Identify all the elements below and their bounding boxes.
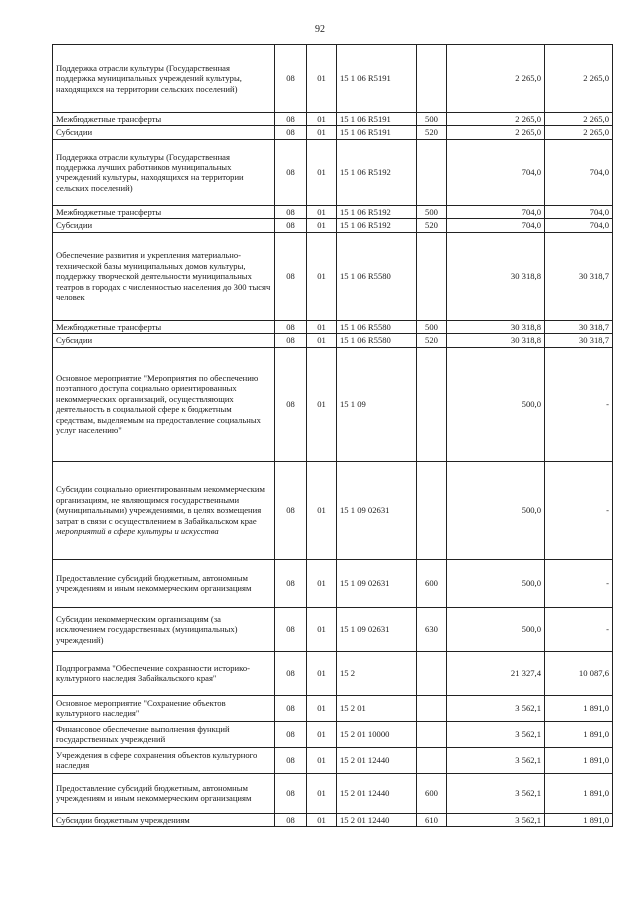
table-row — [53, 320, 613, 333]
amount-2: 1 891,0 — [545, 813, 613, 826]
table-row — [53, 695, 613, 721]
row-name: Поддержка отрасли культуры (Государственная поддержка муниципальных учреждений культуры, находящихся на территории сельских поселений) — [53, 45, 275, 113]
table-row — [53, 607, 613, 651]
amount-1: 2 265,0 — [447, 126, 545, 139]
amount-1: 500,0 — [447, 607, 545, 651]
subsection-code: 01 — [307, 461, 337, 559]
section-code: 08 — [275, 695, 307, 721]
subsection-code: 01 — [307, 232, 337, 320]
amount-1: 30 318,8 — [447, 320, 545, 333]
amount-1: 30 318,8 — [447, 334, 545, 347]
expense-type: 630 — [417, 607, 447, 651]
amount-1: 500,0 — [447, 559, 545, 607]
section-code: 08 — [275, 126, 307, 139]
budget-table — [52, 44, 613, 827]
subsection-code: 01 — [307, 347, 337, 461]
row-name: Межбюджетные трансферты — [53, 320, 275, 333]
amount-2: 2 265,0 — [545, 113, 613, 126]
amount-1: 21 327,4 — [447, 651, 545, 695]
expense-type: 520 — [417, 334, 447, 347]
amount-2: 704,0 — [545, 139, 613, 205]
amount-2: 1 891,0 — [545, 695, 613, 721]
subsection-code: 01 — [307, 139, 337, 205]
section-code: 08 — [275, 347, 307, 461]
amount-2: - — [545, 559, 613, 607]
section-code: 08 — [275, 45, 307, 113]
section-code: 08 — [275, 205, 307, 218]
expense-type — [417, 232, 447, 320]
row-name: Учреждения в сфере сохранения объектов культурного наследия — [53, 747, 275, 773]
subsection-code: 01 — [307, 126, 337, 139]
target-code: 15 1 06 R5580 — [337, 320, 417, 333]
expense-type: 600 — [417, 773, 447, 813]
amount-2: 704,0 — [545, 219, 613, 232]
row-name: Субсидии — [53, 219, 275, 232]
row-name: Субсидии бюджетным учреждениям — [53, 813, 275, 826]
subsection-code: 01 — [307, 113, 337, 126]
subsection-code: 01 — [307, 45, 337, 113]
amount-1: 2 265,0 — [447, 45, 545, 113]
section-code: 08 — [275, 113, 307, 126]
table-row — [53, 139, 613, 205]
expense-type: 520 — [417, 126, 447, 139]
subsection-code: 01 — [307, 747, 337, 773]
amount-1: 3 562,1 — [447, 721, 545, 747]
row-name-italic: мероприятий в сфере культуры и искусства — [56, 526, 219, 537]
target-code: 15 1 06 R5192 — [337, 219, 417, 232]
row-name: Основное мероприятие "Мероприятия по обеспечению поэтапного доступа социально ориентированных некоммерческих организаций, осуществляющих деятельность в социальной сфере к бюджетным средствам, выделяемым на предоставление социальных услуг населению" — [53, 347, 275, 461]
amount-1: 30 318,8 — [447, 232, 545, 320]
section-code: 08 — [275, 461, 307, 559]
table-row — [53, 461, 613, 559]
amount-2: 1 891,0 — [545, 721, 613, 747]
amount-2: 30 318,7 — [545, 334, 613, 347]
amount-2: 1 891,0 — [545, 747, 613, 773]
amount-2: 704,0 — [545, 205, 613, 218]
amount-1: 3 562,1 — [447, 813, 545, 826]
expense-type: 610 — [417, 813, 447, 826]
table-row — [53, 651, 613, 695]
table-row — [53, 219, 613, 232]
table-row — [53, 813, 613, 826]
row-name: Субсидии некоммерческим организациям (за исключением государственных (муниципальных) учреждений) — [53, 607, 275, 651]
table-row — [53, 205, 613, 218]
table-row — [53, 773, 613, 813]
subsection-code: 01 — [307, 607, 337, 651]
section-code: 08 — [275, 651, 307, 695]
target-code: 15 1 09 02631 — [337, 559, 417, 607]
amount-1: 3 562,1 — [447, 773, 545, 813]
row-name: Подпрограмма "Обеспечение сохранности историко-культурного наследия Забайкальского края" — [53, 651, 275, 695]
amount-2: 2 265,0 — [545, 126, 613, 139]
target-code: 15 1 09 — [337, 347, 417, 461]
amount-1: 3 562,1 — [447, 747, 545, 773]
target-code: 15 2 01 — [337, 695, 417, 721]
subsection-code: 01 — [307, 721, 337, 747]
amount-2: 1 891,0 — [545, 773, 613, 813]
target-code: 15 1 09 02631 — [337, 461, 417, 559]
section-code: 08 — [275, 607, 307, 651]
amount-2: 30 318,7 — [545, 232, 613, 320]
subsection-code: 01 — [307, 205, 337, 218]
target-code: 15 1 06 R5580 — [337, 334, 417, 347]
table-row — [53, 721, 613, 747]
expense-type: 500 — [417, 113, 447, 126]
expense-type — [417, 347, 447, 461]
subsection-code: 01 — [307, 773, 337, 813]
amount-1: 2 265,0 — [447, 113, 545, 126]
row-name: Межбюджетные трансферты — [53, 205, 275, 218]
row-name: Поддержка отрасли культуры (Государственная поддержка лучших работников муниципальных учреждений культуры, находящихся на территории сельских поселений) — [53, 139, 275, 205]
expense-type: 600 — [417, 559, 447, 607]
target-code: 15 1 06 R5191 — [337, 126, 417, 139]
expense-type — [417, 461, 447, 559]
table-row — [53, 232, 613, 320]
section-code: 08 — [275, 320, 307, 333]
section-code: 08 — [275, 773, 307, 813]
expense-type — [417, 695, 447, 721]
subsection-code: 01 — [307, 320, 337, 333]
row-name-text: Субсидии социально ориентированным некоммерческим организациям, не являющимся государственными (муниципальными) учреждениями, в целях возмещения затрат в связи с осуществлением в Забайкальском крае — [56, 484, 265, 526]
table-row — [53, 334, 613, 347]
row-name: Межбюджетные трансферты — [53, 113, 275, 126]
table-row — [53, 45, 613, 113]
target-code: 15 2 01 12440 — [337, 773, 417, 813]
amount-1: 704,0 — [447, 139, 545, 205]
target-code: 15 2 01 10000 — [337, 721, 417, 747]
subsection-code: 01 — [307, 813, 337, 826]
amount-2: 2 265,0 — [545, 45, 613, 113]
row-name: Обеспечение развития и укрепления материально-технической базы муниципальных домов культуры, поддержку творческой деятельности муниципальных театров в городах с численностью населения до 300 тысяч человек — [53, 232, 275, 320]
amount-2: - — [545, 347, 613, 461]
expense-type — [417, 45, 447, 113]
row-name: Субсидии — [53, 334, 275, 347]
section-code: 08 — [275, 721, 307, 747]
subsection-code: 01 — [307, 219, 337, 232]
expense-type: 500 — [417, 320, 447, 333]
target-code: 15 1 06 R5191 — [337, 113, 417, 126]
target-code: 15 1 06 R5191 — [337, 45, 417, 113]
section-code: 08 — [275, 232, 307, 320]
expense-type — [417, 721, 447, 747]
expense-type — [417, 651, 447, 695]
row-name: Субсидии — [53, 126, 275, 139]
amount-1: 3 562,1 — [447, 695, 545, 721]
section-code: 08 — [275, 139, 307, 205]
row-name: Финансовое обеспечение выполнения функций государственных учреждений — [53, 721, 275, 747]
target-code: 15 1 09 02631 — [337, 607, 417, 651]
target-code: 15 1 06 R5580 — [337, 232, 417, 320]
section-code: 08 — [275, 219, 307, 232]
section-code: 08 — [275, 747, 307, 773]
amount-2: - — [545, 607, 613, 651]
target-code: 15 1 06 R5192 — [337, 205, 417, 218]
subsection-code: 01 — [307, 695, 337, 721]
section-code: 08 — [275, 559, 307, 607]
target-code: 15 2 01 12440 — [337, 813, 417, 826]
section-code: 08 — [275, 813, 307, 826]
amount-2: 30 318,7 — [545, 320, 613, 333]
table-row — [53, 113, 613, 126]
expense-type: 500 — [417, 205, 447, 218]
expense-type: 520 — [417, 219, 447, 232]
expense-type — [417, 139, 447, 205]
row-name: Предоставление субсидий бюджетным, автономным учреждениям и иным некоммерческим организациям — [53, 773, 275, 813]
row-name — [53, 461, 275, 559]
amount-1: 500,0 — [447, 461, 545, 559]
page-number: 92 — [315, 24, 325, 35]
amount-2: 10 087,6 — [545, 651, 613, 695]
amount-1: 500,0 — [447, 347, 545, 461]
row-name: Предоставление субсидий бюджетным, автономным учреждениям и иным некоммерческим организациям — [53, 559, 275, 607]
table-row — [53, 126, 613, 139]
expense-type — [417, 747, 447, 773]
amount-1: 704,0 — [447, 219, 545, 232]
amount-2: - — [545, 461, 613, 559]
table-row — [53, 747, 613, 773]
target-code: 15 2 — [337, 651, 417, 695]
table-row — [53, 559, 613, 607]
target-code: 15 1 06 R5192 — [337, 139, 417, 205]
subsection-code: 01 — [307, 651, 337, 695]
section-code: 08 — [275, 334, 307, 347]
target-code: 15 2 01 12440 — [337, 747, 417, 773]
subsection-code: 01 — [307, 559, 337, 607]
amount-1: 704,0 — [447, 205, 545, 218]
row-name: Основное мероприятие "Сохранение объектов культурного наследия" — [53, 695, 275, 721]
subsection-code: 01 — [307, 334, 337, 347]
table-row — [53, 347, 613, 461]
